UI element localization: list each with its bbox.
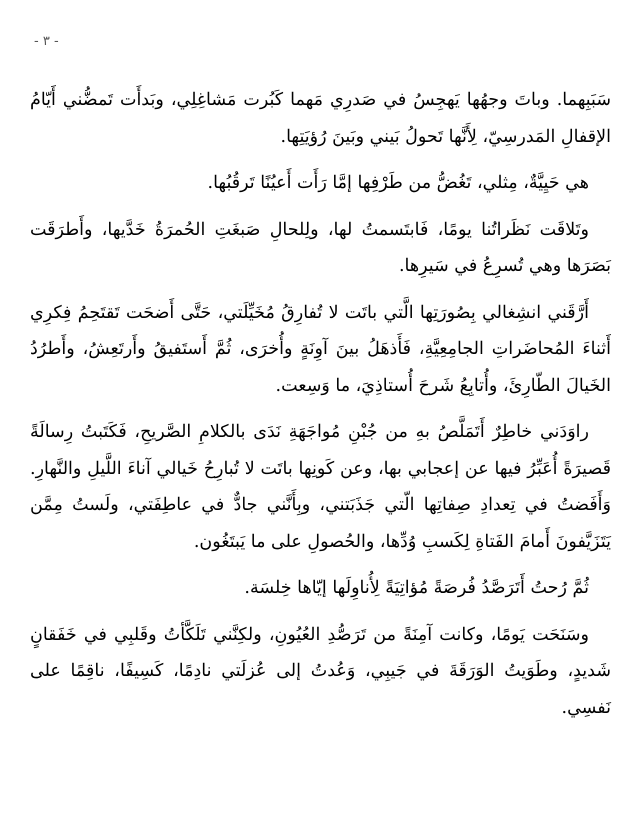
paragraph: وسَنَحَت يَومًا، وكانت آمِنَةً من تَرَصُّدِ العُيُونِ، ولكِنَّني تَلَكَّأتُ وقَلبِي في خَفَقانٍ شَديدٍ، وطَوَيتُ الوَرَقَةَ في جَيبِي، وَعُدتُ إلى عُزلَتي نادِمًا، كَسِيفًا، ناقِمًا على نَفسِي.: [30, 624, 611, 718]
page-number: - ٣ -: [34, 34, 59, 49]
paragraph: أَرَّقَني انشِغالي بِصُورَتِها الَّتي باتَت لا تُفارِقُ مُخَيِّلَتي، حَتَّى أَضحَت تَقتَحِمُ فِكرِي أَثناءَ المُحاضَراتِ الجامِعِيَّةِ، فَأَذهَلُ بينَ آوِنَةٍ وأُخرَى، ثُمَّ أَستَفيقُ وأَرتَعِشُ، وأَطرُدُ الخَيالَ الطّارِئَ، وأُتابِعُ شَرحَ أُستاذِيَ، ما وَسِعت.: [30, 302, 611, 396]
paragraph: ثُمَّ رُحتُ أَتَرَصَّدُ فُرصَةً مُؤاتِيَةً لِأُناوِلَها إيّاها خِلسَة.: [244, 578, 589, 598]
paragraph: سَبَبِهما. وباتَ وجهُها يَهجِسُ في صَدرِي مَهما كَبُرت مَشاغِلِي، وبَدأَت تَمضُّني أَيّامُ الإقفالِ المَدرسِيّ، لِأَنَّها تَحولُ بَيني وبَينَ رُؤيَتِها.: [30, 90, 611, 147]
paragraph: هي حَيِيَّةٌ، مِثلي، تَغُضُّ من طَرْفِها إمَّا رَأَت أَعيُنًا تَرقُبُها.: [207, 173, 589, 193]
paragraph: راوَدَني خاطِرٌ أَتَمَلَّصُ بهِ من جُبْنِ مُواجَهَةِ نَدَى بالكلامِ الصَّريحِ، فَكَتَبتُ رِسالَةً قَصيرَةً أُعَبِّرُ فيها عن إعجابي بها، وعن كَونِها باتَت لا تُبارِحُ خَيالي آناءَ اللَّيلِ والنَّهارِ. وَأَفَضتُ في تِعدادِ صِفاتِها الّتي جَذَبَتني، وبِأَنَّني جادٌّ في عاطِفَتي، ولَستُ مِمَّن يَتَزَيَّفونَ أَمامَ الفَتاةِ لِكَسبِ وُدِّها، والحُصولِ على ما يَبتَغُون.: [30, 422, 611, 552]
document-body: [30, 82, 611, 736]
paragraph: وتَلاقَت نَظَراتُنا يومًا، فَابتَسمتُ لها، ولِلحالِ صَبغَتِ الحُمرَةُ خَدَّيها، وأَطرَقَت بَصَرَها وهي تُسرِعُ في سَيرِها.: [30, 219, 611, 276]
